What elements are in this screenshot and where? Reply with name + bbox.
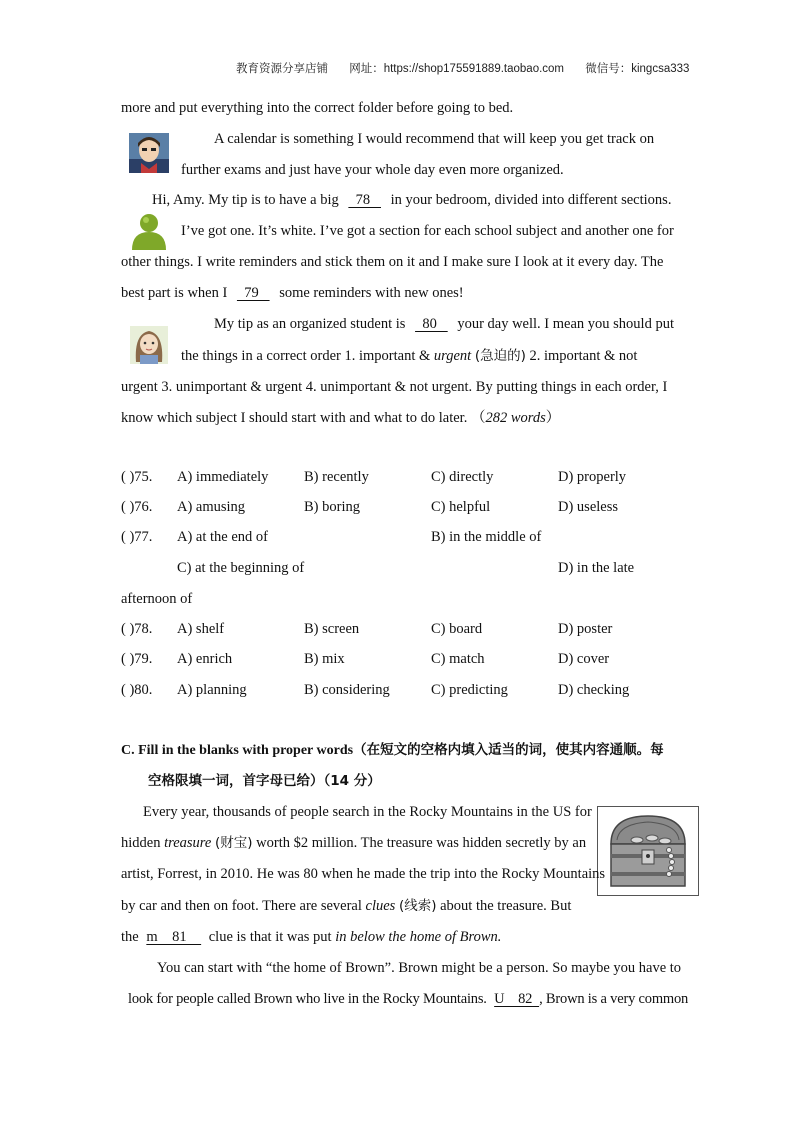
passage-line: further exams and just have your whole day even more organized. <box>181 162 564 178</box>
option-c: C) predicting <box>431 682 508 698</box>
option-b: B) screen <box>304 621 360 637</box>
passage-line: more and put everything into the correct folder before going to bed. <box>121 100 514 116</box>
treasure-chest-icon <box>597 806 699 896</box>
option-c: C) at the beginning of <box>177 560 305 576</box>
passage-line: A calendar is something I would recommend that will keep you get track on <box>214 131 655 147</box>
option-b: B) mix <box>304 651 345 667</box>
passage-line: other things. I write reminders and stick them on it and I make sure I look at it every day. The <box>121 254 664 270</box>
word-count: 282 words <box>485 410 546 426</box>
urgent-word: urgent <box>433 348 472 364</box>
option-d: D) in the late <box>558 560 635 576</box>
option-a: A) planning <box>177 682 247 698</box>
option-b: B) boring <box>304 499 360 515</box>
blank-80: 80 <box>415 316 448 332</box>
option-b: B) in the middle of <box>431 529 542 545</box>
option-d: D) cover <box>558 651 610 667</box>
option-d-continued: afternoon of <box>121 591 193 607</box>
passage-line: the things in a correct order 1. important & urgent (急迫的) 2. important & not <box>181 348 638 364</box>
passage-line: You can start with “the home of Brown”. Brown might be a person. So maybe you have to <box>157 960 682 976</box>
option-c: C) board <box>431 621 483 637</box>
passage-line: by car and then on foot. There are several clues (线索) about the treasure. But <box>121 898 572 914</box>
option-d: D) checking <box>558 682 630 698</box>
option-c: C) directly <box>431 469 494 485</box>
passage-line: Every year, thousands of people search in the Rocky Mountains in the US for <box>143 804 592 820</box>
option-b: B) considering <box>304 682 390 698</box>
passage-line: urgent 3. unimportant & urgent 4. unimportant & not urgent. By putting things in each order, I <box>121 379 668 395</box>
girl-avatar-icon <box>130 326 168 364</box>
option-b: B) recently <box>304 469 369 485</box>
passage-line: look for people called Brown who live in the Rocky Mountains. U 82 , Brown is a very common <box>128 991 689 1007</box>
passage-line: the m 81 clue is that it was put in below the home of Brown. <box>121 929 502 945</box>
blank-82: U 82 <box>494 991 540 1007</box>
option-a: A) immediately <box>177 469 269 485</box>
header-shop: 教育资源分享店铺 <box>236 63 328 75</box>
option-d: D) useless <box>558 499 619 515</box>
header-wechat: 微信号：kingcsa333 <box>585 63 690 75</box>
blank-78: 78 <box>348 192 381 208</box>
passage-line: I’ve got one. It’s white. I’ve got a section for each school subject and another one for <box>181 223 674 239</box>
treasure-word: treasure <box>164 835 212 851</box>
passage-line: artist, Forrest, in 2010. He was 80 when he made the trip into the Rocky Mountains <box>121 866 606 882</box>
clues-word: clues <box>365 898 396 914</box>
header-site: 网址：https://shop175591889.taobao.com <box>349 63 565 75</box>
option-d: D) poster <box>558 621 613 637</box>
passage-line: hidden treasure (财宝) worth $2 million. The treasure was hidden secretly by an <box>121 835 587 851</box>
blank-79: 79 <box>236 285 270 301</box>
option-c: C) match <box>431 651 485 667</box>
section-c-title: C. Fill in the blanks with proper words（在短文的空格内填入适当的词，使其内容通顺。每 <box>121 742 664 758</box>
option-c: C) helpful <box>431 499 491 515</box>
page-header <box>236 60 707 76</box>
option-a: A) at the end of <box>177 529 268 545</box>
person-avatar-icon <box>130 212 168 250</box>
boy-avatar-icon <box>129 133 169 173</box>
passage-line: best part is when I 79 some reminders with new ones! <box>121 285 464 301</box>
option-d: D) properly <box>558 469 627 485</box>
passage-line: know which subject I should start with and what to do later. （282 words） <box>121 410 561 426</box>
passage-line: My tip as an organized student is 80 your day well. I mean you should put <box>214 316 674 332</box>
option-a: A) enrich <box>177 651 233 667</box>
passage-line: Hi, Amy. My tip is to have a big 78 in your bedroom, divided into different sections. <box>152 192 672 208</box>
section-c-title-cont: 空格限填一词，首字母已给）（14 分） <box>148 773 381 789</box>
option-a: A) shelf <box>177 621 225 637</box>
blank-81: m 81 <box>146 929 202 945</box>
option-a: A) amusing <box>177 499 246 515</box>
